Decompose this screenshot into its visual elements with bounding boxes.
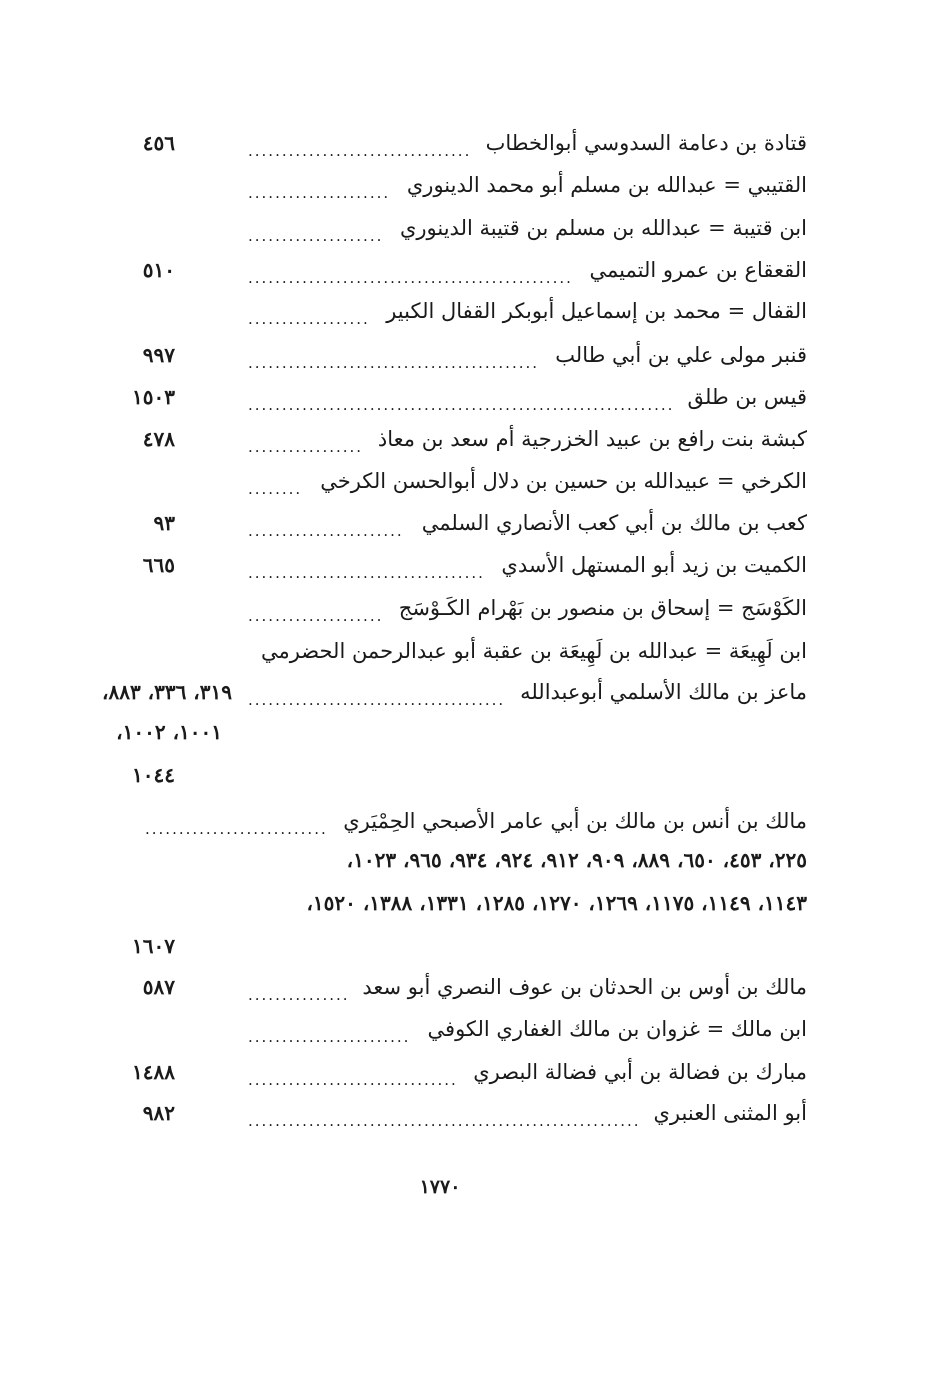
index-entry: [0, 255, 937, 285]
leader-dots: ...................................: [248, 564, 485, 582]
index-entry: [0, 593, 937, 623]
leader-dots: .................................: [248, 142, 472, 160]
index-entry: [0, 340, 937, 370]
entry-pages: ٩٨٢: [142, 1101, 175, 1125]
leader-dots: ....................: [248, 227, 384, 245]
entry-name: كعب بن مالك بن أبي كعب الأنصاري السلمي: [421, 511, 807, 535]
entry-pages-continuation: ١٦٠٧: [132, 934, 175, 958]
leader-dots: ........: [248, 480, 303, 498]
entry-pages: ١٤٨٨: [132, 1060, 175, 1084]
leader-dots: ...............................: [248, 1071, 458, 1089]
entry-pages: ٤٥٦: [142, 131, 175, 155]
entry-pages: ٩٩٧: [142, 343, 175, 367]
entry-pages: ٦٦٥: [142, 553, 175, 577]
leader-dots: ........................: [248, 1028, 411, 1046]
index-entry: [0, 382, 937, 412]
entry-name: مالك بن أنس بن مالك بن أبي عامر الأصبحي الحِمْيَري: [343, 809, 807, 833]
entry-pages-continuation: ١٠٠١، ١٠٠٢،: [116, 720, 222, 744]
index-entry: [0, 170, 937, 200]
leader-dots: ..................: [248, 310, 370, 328]
entry-name: قيس بن طلق: [687, 385, 807, 409]
entry-name: الكَوْسَج = إسحاق بن منصور بن بَهْرام الكَـوْسَج: [398, 596, 807, 620]
index-entry: [0, 550, 937, 580]
entry-name: قنبر مولى علي بن أبي طالب: [555, 343, 807, 367]
index-entry: [0, 1057, 937, 1087]
index-entry: [0, 806, 937, 836]
entry-pages: ٩٣: [153, 511, 175, 535]
entry-pages: ٥٨٧: [142, 975, 175, 999]
leader-dots: .......................: [248, 522, 404, 540]
entry-name: الكميت بن زيد أبو المستهل الأسدي: [501, 553, 807, 577]
entry-name: القعقاع بن عمرو التميمي: [589, 258, 807, 282]
entry-name: ابن قتيبة = عبدالله بن مسلم بن قتيبة الدينوري: [399, 216, 807, 240]
index-entry: [0, 213, 937, 243]
leader-dots: ...............: [248, 986, 350, 1004]
index-entry: [0, 1014, 937, 1044]
entry-pages: ٤٧٨: [142, 427, 175, 451]
entry-name: القتيبي = عبدالله بن مسلم أبو محمد الدينوري: [406, 173, 807, 197]
entry-pages-continuation: ١١٤٣، ١١٤٩، ١١٧٥، ١٢٦٩، ١٢٧٠، ١٢٨٥، ١٣٣١، ١٣٨٨، ١٥٢٠،: [306, 891, 807, 915]
leader-dots: ...........................: [145, 820, 328, 838]
leader-dots: ...............................................................: [248, 396, 675, 414]
leader-dots: ...........................................: [248, 354, 540, 372]
index-entry: [0, 972, 937, 1002]
index-entry: [0, 508, 937, 538]
entry-name: قتادة بن دعامة السدوسي أبوالخطاب: [485, 131, 807, 155]
entry-name: مبارك بن فضالة بن أبي فضالة البصري: [473, 1060, 807, 1084]
entry-name: ماعز بن مالك الأسلمي أبوعبدالله: [520, 680, 807, 704]
entry-name: الكرخي = عبيدالله بن حسين بن دلال أبوالحسن الكرخي: [320, 469, 807, 493]
index-entry: [0, 128, 937, 158]
entry-pages-continuation: ٢٢٥، ٤٥٣، ٦٥٠، ٨٨٩، ٩٠٩، ٩١٢، ٩٢٤، ٩٣٤، ٩٦٥، ١٠٢٣،: [346, 848, 807, 872]
leader-dots: ....................: [248, 607, 384, 625]
entry-pages: ٣١٩، ٣٣٦، ٨٨٣،: [101, 680, 232, 704]
entry-name: مالك بن أوس بن الحدثان بن عوف النصري أبو سعد: [362, 975, 807, 999]
leader-dots: .................: [248, 438, 364, 456]
index-entry: [0, 424, 937, 454]
index-entry: [0, 636, 937, 666]
entry-pages-continuation: ١٠٤٤: [132, 763, 175, 787]
index-entry: [0, 677, 937, 707]
entry-name: القفال = محمد بن إسماعيل أبوبكر القفال الكبير: [386, 299, 807, 323]
index-entry: [0, 1098, 937, 1128]
index-entry: [0, 466, 937, 496]
index-entry: [0, 296, 937, 326]
leader-dots: ..........................................................: [248, 1112, 641, 1130]
leader-dots: ................................................: [248, 269, 573, 287]
page-number: ١٧٧٠: [419, 1176, 461, 1198]
entry-pages: ١٥٠٣: [132, 385, 175, 409]
entry-name: كبشة بنت رافع بن عبيد الخزرجية أم سعد بن معاذ: [377, 427, 807, 451]
entry-name: أبو المثنى العنبري: [653, 1101, 807, 1125]
leader-dots: ......................................: [248, 691, 506, 709]
leader-dots: .....................: [248, 184, 391, 202]
entry-name: ابن لَهِيعَة = عبدالله بن لَهِيعَة بن عقبة أبو عبدالرحمن الحضرمي: [260, 639, 807, 663]
entry-pages: ٥١٠: [142, 258, 175, 282]
entry-name: ابن مالك = غزوان بن مالك الغفاري الكوفي: [427, 1017, 807, 1041]
